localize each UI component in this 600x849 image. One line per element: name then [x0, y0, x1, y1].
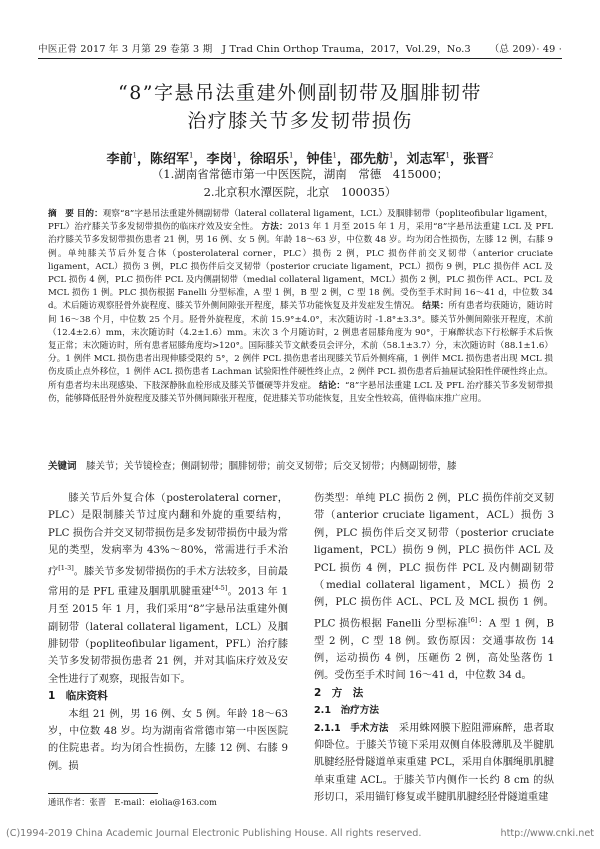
citation: [6] [468, 615, 478, 624]
corresponding-author-footnote: 通讯作者：张晋 E-mail：eiolia@163.com [48, 797, 217, 807]
abstract-label: 摘 要 [48, 209, 74, 219]
author-affiliation-mark: 1 [445, 151, 450, 160]
publisher-url: http://www.cnki.net [500, 828, 594, 839]
author-affiliation-mark: 2 [489, 151, 494, 160]
header-rule [38, 58, 562, 59]
conclusion-text: “8”字悬吊法重建 LCL 及 PFL 治疗膝关节多发韧带损伤，能够降低胫骨外旋程度及膝关节外侧间隙张开程度，促进膝关节功能恢复，且安全性较高，值得临床推广应用。 [48, 380, 553, 404]
author-affiliation-mark: 1 [289, 151, 294, 160]
body-column-right [314, 490, 554, 807]
author-name: 李前 [106, 152, 133, 167]
copyright-footer [6, 828, 594, 839]
author-name: 刘志军 [406, 152, 446, 167]
methods-text: 2013 年 1 月至 2015 年 1 月，采用“8”字悬吊法重建 LCL 及 PFL 治疗膝关节多发韧带损伤患者 21 例，男 16 例、女 5 例。年龄 18～63 岁，中位数 48 岁。均为闭合性损伤，左膝 12 例，右膝 9 例。单纯膝关节后外复合体（posterolateral corner，PLC）损伤 2 例，PLC 损伤伴前交叉韧带（anterior cruciate ligament，ACL）损伤 3 例，PLC 损伤伴后交叉韧带（posterior cruciate ligament，PCL）损伤 9 例，PLC 损伤伴 ACL 及 PCL 损伤 4 例，PLC 损伤伴 PCL 及内侧副韧带（medial collateral ligament，MCL）损伤 2 例，PLC 损伤伴 ACL、PCL 及 MCL 损伤 1 例。PLC 损伤根据 Fanelli 分型标准，A 型 1 例，B 型 2 例，C 型 18 例。受伤至手术时间 16～41 d，中位数 34 d。术后随访观察胫骨外旋程度、膝关节外侧间隙张开程度，膝关节功能恢复及并发症发生情况。 [48, 222, 553, 312]
author-list: 李前$^1$，陈绍军$^1$，李岗$^1$，徐昭乐$^1$，钟佳$^1$，邵先舫$^1$，刘志军$^1$，张晋$^2$ [106, 151, 494, 167]
running-header [38, 41, 562, 55]
citation: [1-3] [58, 563, 74, 572]
article-title-line2: 治疗膝关节多发韧带损伤 [187, 110, 413, 132]
clinical-data-paragraph: 本组 21 例，男 16 例、女 5 例。年龄 18～63 岁，中位数 48 岁。均为湖南省常德市第一中医医院的住院患者。均为闭合性损伤，左膝 12 例、右膝 9 例。损 [48, 708, 288, 772]
keywords [48, 458, 553, 472]
objective-label: 目的： [76, 209, 103, 219]
objective-text: 观察“8”字悬吊法重建外侧副韧带（lateral collateral ligament，LCL）及腘腓韧带（popliteofibular ligament，PFL）治疗膝关节多发韧带损伤的临床疗效及安全性。 [48, 209, 553, 233]
results-text: 所有患者均获随访，随访时间 16～38 个月，中位数 25 个月。胫骨外旋程度，术前 15.9°±4.0°，末次随访时 -1.8°±3.3°。膝关节外侧间隙张开程度，术前（12.4±2.6）mm，末次随访时（4.2±1.6）mm。末次 3 个月随访时，2 例患者屈膝角度为 90°，于麻醉状态下行松解手术后恢复正常；末次随访时，所有患者屈膝角度均>120°。国际膝关节文献委员会评分，术前（58.1±3.7）分，末次随访时（88.1±1.6）分。1 例伴 MCL 损伤患者出现伸膝受限约 5°，2 例伴 PCL 损伤患者出现膝关节后外侧疼痛，1 例伴 MCL 损伤患者出现 MCL 损伤皮质止点外移位，1 例伴 ACL 损伤患者 Lachman 试验阳性伴硬性终止点，2 例伴 PCL 损伤患者后抽屉试验阳性伴硬性终止点。所有患者均未出现感染、下肢深静脉血栓形成及膝关节僵硬等并发症。 [48, 301, 553, 391]
author-name: 李岗 [206, 152, 233, 167]
citation: [4-5] [211, 584, 228, 593]
article-title-line1: “8”字悬吊法重建外侧副韧带及腘腓韧带 [117, 82, 483, 104]
author-affiliation-mark: 1 [189, 151, 194, 160]
author-affiliation-mark: 1 [332, 151, 337, 160]
keywords-label: 关键词 [48, 461, 77, 472]
keywords-text: 膝关节；关节镜检查；侧副韧带；腘腓韧带；前交叉韧带；后交叉韧带；内侧副韧带，膝 [86, 461, 457, 472]
author-name: 钟佳 [306, 152, 333, 167]
page-number: （总 209）· 49 · [489, 44, 562, 55]
subsubsection-label: 2.1.1 手术方法 [314, 722, 389, 734]
conclusion-label: 结论： [319, 380, 346, 391]
journal-citation: 中医正骨 2017 年 3 月第 29 卷第 3 期 J Trad Chin Orthop Trauma，2017，Vol.29，No.3 [38, 44, 471, 55]
author-name: 邵先舫 [350, 152, 390, 167]
results-label: 结果： [422, 301, 449, 312]
copyright-text: (C)1994-2019 China Academic Journal Electronic Publishing House. All rights reserved. [6, 828, 422, 839]
injury-types-paragraph: 伤类型：单纯 PLC 损伤 2 例，PLC 损伤伴前交叉韧带（anterior cruciate ligament，ACL）损伤 3 例，PLC 损伤伴后交叉韧带（posterior cruciate ligament，PCL）损伤 9 例，PLC 损伤伴 ACL 及 PCL 损伤 4 例，PLC 损伤伴 PCL 及内侧副韧带（medial collateral ligament，MCL）损伤 2 例，PLC 损伤伴 ACL、PCL 及 MCL 损伤 1 例。PLC 损伤根据 Fanelli 分型标准[6]：A 型 1 例，B 型 2 例，C 型 18 例。致伤原因：交通事故伤 14 例，运动损伤 4 例，压砸伤 2 例，高处坠落伤 1 例。受伤至手术时间 16～41 d，中位数 34 d。 [314, 493, 554, 682]
author-affiliation-mark: 1 [389, 151, 394, 160]
author-affiliation-mark: 1 [132, 151, 137, 160]
surgical-method-paragraph: 2.1.1 手术方法 采用蛛网膜下腔阻滞麻醉，患者取仰卧位。于膝关节镜下采用双侧自体股薄肌及半腱肌肌腱经胫骨隧道单束重建 PCL，采用自体腘绳肌肌腱单束重建 ACL。于膝关节内侧作一长约 8 cm 的纵形切口，采用锚钉修复或半腱肌肌腱经胫骨隧道重建 [314, 722, 554, 804]
author-name: 张晋 [463, 152, 490, 167]
affiliation-line2: 2.北京积水潭医院，北京 100035） [203, 185, 397, 199]
author-name: 陈绍军 [150, 152, 190, 167]
body-column-left [48, 490, 288, 775]
intro-paragraph: 膝关节后外复合体（posterolateral corner，PLC）是限制膝关节过度内翻和外旋的重要结构，PLC 损伤合并交叉韧带损伤是多发韧带损伤中最为常见的类型，发病率为 43%～80%，常需进行手术治疗[1-3]。膝关节多发韧带损伤的手术方法较多，目前最常用的是 PFL 重建及腘肌肌腱重建[4-5]。2013 年 1 月至 2015 年 1 月，我们采用“8”字悬吊法重建外侧副韧带（lateral collateral ligament，LCL）及腘腓韧带（popliteofibular ligament，PFL）治疗膝关节多发韧带损伤患者 21 例，并对其临床疗效及安全性进行了观察，现报告如下。 [48, 493, 288, 685]
section-heading-1: 1 临床资料 [48, 690, 108, 703]
footnote-rule [48, 793, 158, 794]
methods-label: 方法： [261, 222, 288, 233]
section-heading-2: 2 方 法 [314, 686, 364, 699]
subsection-heading-2-1: 2.1 治疗方法 [314, 705, 379, 717]
author-name: 徐昭乐 [250, 152, 290, 167]
abstract [48, 208, 553, 406]
affiliation-line1: （1.湖南省常德市第一中医医院，湖南 常德 415000； [151, 167, 449, 181]
author-affiliation-mark: 1 [232, 151, 237, 160]
